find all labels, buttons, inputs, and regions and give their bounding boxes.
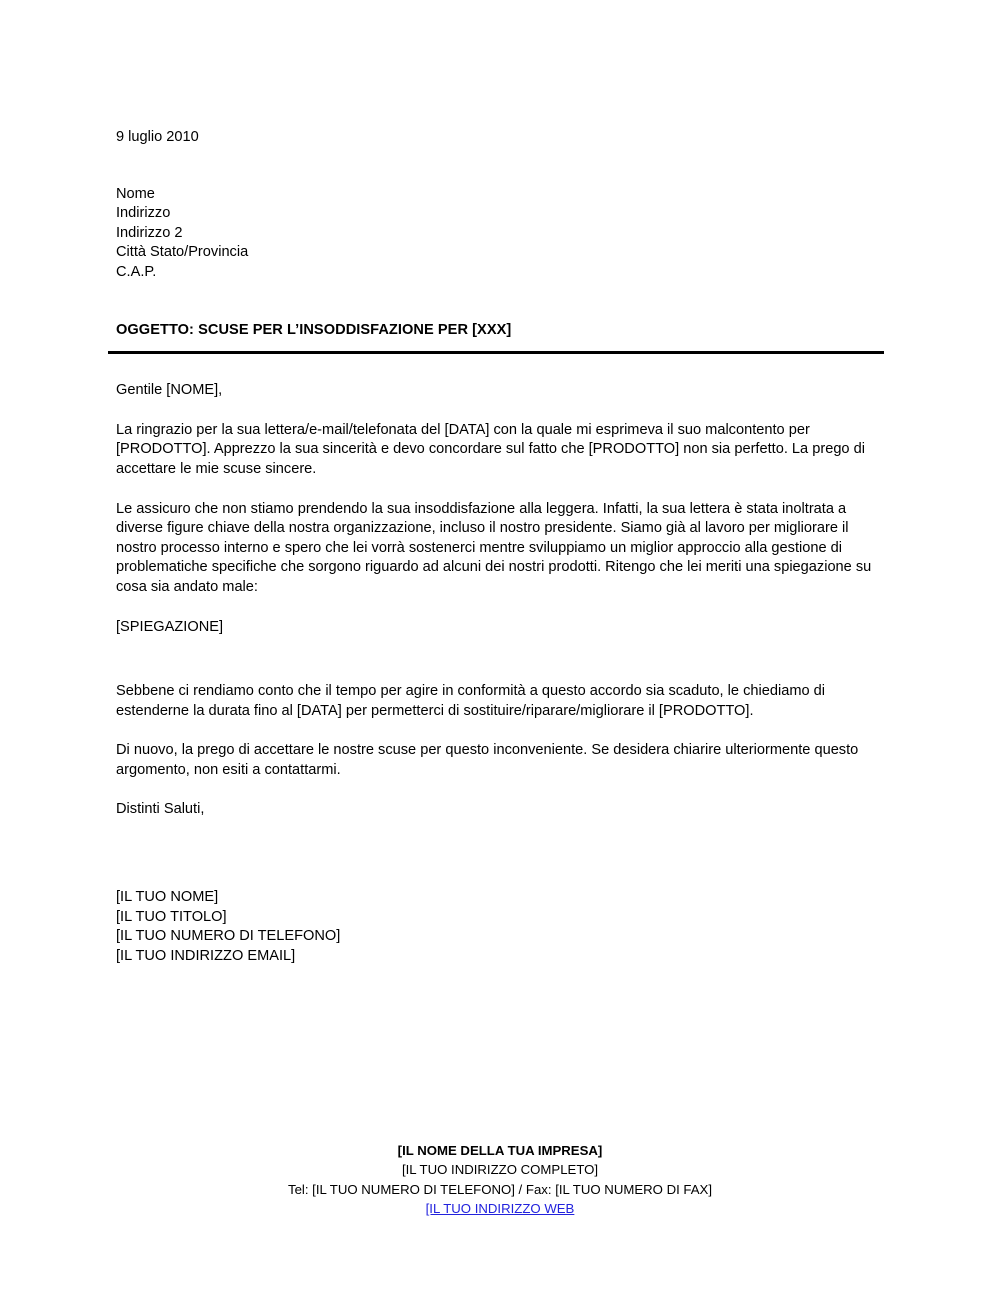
recipient-address-block <box>116 185 884 283</box>
body-paragraph: La ringrazio per la sua lettera/e-mail/telefonata del [DATA] con la quale mi esprimeva il suo malcontento per [PRODOTTO]. Apprezzo la sua sincerità e devo concordare sul fatto che [PRODOTTO] non sia perfetto. La prego di accettare le mie scuse sincere. <box>116 421 870 477</box>
page-footer <box>0 1141 1000 1219</box>
footer-company-name: [IL NOME DELLA TUA IMPRESA] <box>397 1143 603 1158</box>
body-paragraph: Le assicuro che non stiamo prendendo la sua insoddisfazione alla leggera. Infatti, la sua lettera è stata inoltrata a diverse figure chiave della nostra organizzazione, incluso il nostro presidente. Siamo già al lavoro per migliorare il nostro processo interno e spero che lei vorrà sostenerci mentre sviluppiamo un miglior approccio alla gestione di problematiche specifiche che sorgono riguardo ad alcuni dei nostri prodotti. Ritengo che lei meriti una spiegazione su cosa sia andato male: <box>116 500 876 595</box>
signature-line: [IL TUO TITOLO] <box>116 908 227 925</box>
signature-line: [IL TUO NUMERO DI TELEFONO] <box>116 928 341 945</box>
letter-date: 9 luglio 2010 <box>116 129 199 145</box>
signature-line: [IL TUO NOME] <box>116 889 219 906</box>
horizontal-rule <box>108 351 884 354</box>
closing-salutation: Distinti Saluti, <box>116 801 205 818</box>
letter-content <box>116 128 884 966</box>
signature-line: [IL TUO INDIRIZZO EMAIL] <box>116 947 296 964</box>
address-line: Nome <box>116 185 155 202</box>
address-line: Città Stato/Provincia <box>116 244 249 261</box>
footer-contact: Tel: [IL TUO NUMERO DI TELEFONO] / Fax: [IL TUO NUMERO DI FAX] <box>287 1181 713 1197</box>
subject-line: OGGETTO: SCUSE PER L’INSODDISFAZIONE PER [XXX] <box>116 321 512 338</box>
body-paragraph: Di nuovo, la prego di accettare le nostre scuse per questo inconveniente. Se desidera chiarire ulteriormente questo argomento, non esiti a contattarmi. <box>116 742 863 778</box>
address-line: C.A.P. <box>116 263 157 280</box>
explanation-placeholder: [SPIEGAZIONE] <box>116 618 224 635</box>
body-paragraph: Sebbene ci rendiamo conto che il tempo per agire in conformità a questo accordo sia scaduto, le chiediamo di estenderne la durata fino al [DATA] per permetterci di sostituire/riparare/migliorare il [PRODOTTO]. <box>116 683 830 719</box>
footer-website-link[interactable]: [IL TUO INDIRIZZO WEB <box>425 1201 575 1217</box>
address-line: Indirizzo 2 <box>116 224 183 241</box>
salutation: Gentile [NOME], <box>116 382 223 399</box>
signature-block <box>116 888 884 966</box>
address-line: Indirizzo <box>116 205 171 222</box>
footer-address: [IL TUO INDIRIZZO COMPLETO] <box>401 1162 599 1178</box>
